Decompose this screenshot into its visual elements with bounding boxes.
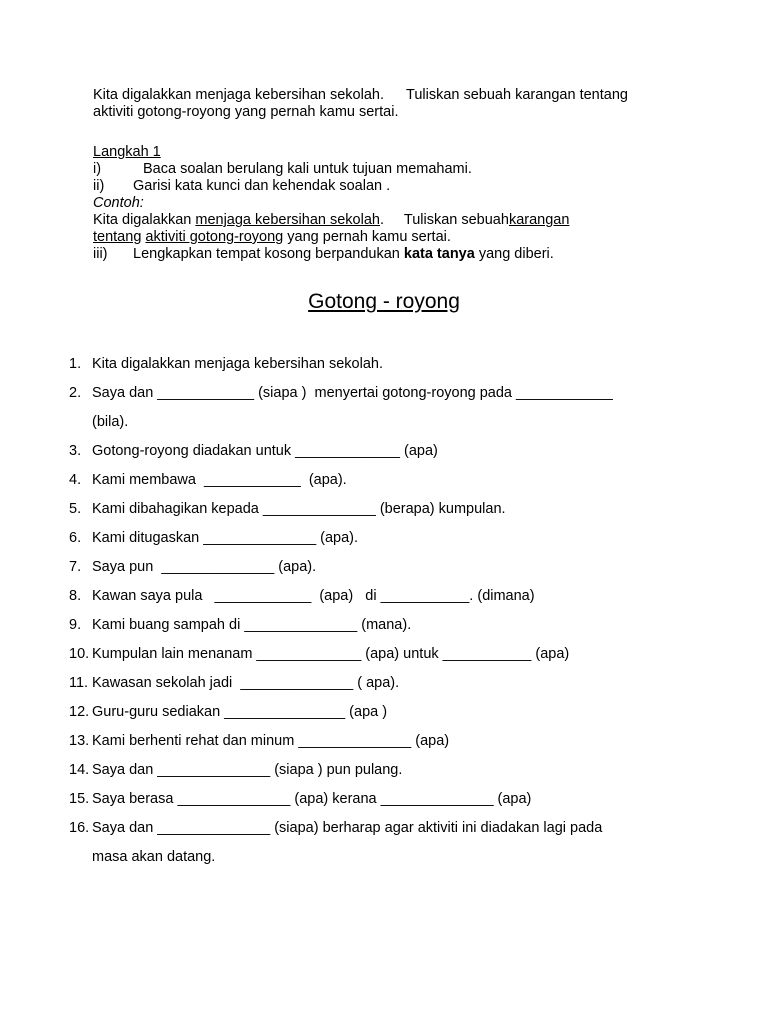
question-item: [69, 760, 709, 789]
question-text: Kawan saya pula ____________ (apa) di ___________. (dimana): [92, 588, 535, 604]
question-text: Gotong-royong diadakan untuk _____________ (apa): [92, 443, 438, 459]
question-text: Kami buang sampah di ______________ (mana).: [92, 617, 412, 633]
question-item: [69, 499, 709, 528]
question-item: [69, 673, 709, 702]
question-number: 16.: [69, 820, 90, 836]
question-number: 2.: [69, 385, 82, 401]
question-text: Saya dan ______________ (siapa ) pun pulang.: [92, 762, 403, 778]
question-text: Kawasan sekolah jadi ______________ ( apa).: [92, 675, 400, 691]
question-number: 8.: [69, 588, 82, 604]
question-item: [69, 789, 709, 818]
question-text: Saya berasa ______________ (apa) kerana ______________ (apa): [92, 791, 532, 807]
question-number: 15.: [69, 791, 90, 807]
question-number: 9.: [69, 617, 82, 633]
step-3-text-part: Lengkapkan tempat kosong berpandukan: [133, 246, 404, 262]
question-text: masa akan datang.: [92, 849, 216, 865]
question-continuation: [69, 847, 709, 876]
question-text: Saya dan ____________ (siapa ) menyertai gotong-royong pada ____________: [92, 385, 613, 401]
example-text: yang pernah kamu sertai.: [283, 229, 451, 245]
question-item: [69, 731, 709, 760]
question-item: [69, 818, 709, 847]
question-text: Kami dibahagikan kepada ______________ (berapa) kumpulan.: [92, 501, 506, 517]
step-3: [93, 246, 693, 263]
question-item: [69, 557, 709, 586]
step-1: [93, 161, 693, 178]
step-2: [93, 178, 693, 195]
example-underlined-keyword: menjaga kebersihan sekolah: [195, 212, 380, 228]
question-text: Kumpulan lain menanam _____________ (apa) untuk ___________ (apa): [92, 646, 570, 662]
example-line-2: [93, 229, 693, 246]
question-text: (bila).: [92, 414, 129, 430]
step-3-number: iii): [93, 246, 108, 262]
question-number: 7.: [69, 559, 82, 575]
example-underlined-keyword: aktiviti gotong-royong: [145, 229, 284, 245]
question-number: 5.: [69, 501, 82, 517]
intro-line-1: [93, 87, 693, 104]
intro-line-2: aktiviti gotong-royong yang pernah kamu sertai.: [93, 104, 399, 120]
step-2-text: Garisi kata kunci dan kehendak soalan .: [133, 178, 391, 194]
intro-sentence-1: Kita digalakkan menjaga kebersihan sekolah.: [93, 87, 384, 103]
example-text: . Tuliskan sebuah: [379, 212, 509, 228]
step-3-text: [133, 246, 554, 263]
question-item: [69, 528, 709, 557]
step-3-text-part: yang diberi.: [474, 246, 554, 262]
question-number: 4.: [69, 472, 82, 488]
example-underlined-keyword: tentang: [93, 229, 142, 245]
example-text: Kita digalakkan: [93, 212, 196, 228]
question-text: Saya pun ______________ (apa).: [92, 559, 317, 575]
question-number: 14.: [69, 762, 90, 778]
question-text: Guru-guru sediakan _______________ (apa ): [92, 704, 388, 720]
steps-section: [93, 144, 693, 263]
question-item: [69, 354, 709, 383]
question-number: 12.: [69, 704, 90, 720]
step-1-text: Baca soalan berulang kali untuk tujuan memahami.: [143, 161, 472, 177]
question-number: 10.: [69, 646, 90, 662]
question-text: Kami membawa ____________ (apa).: [92, 472, 347, 488]
question-item: [69, 470, 709, 499]
question-item: [69, 441, 709, 470]
question-number: 6.: [69, 530, 82, 546]
question-number: 3.: [69, 443, 82, 459]
question-item: [69, 615, 709, 644]
question-number: 13.: [69, 733, 90, 749]
step-2-number: ii): [93, 178, 105, 194]
question-continuation: [69, 412, 709, 441]
question-text: Kami berhenti rehat dan minum ______________ (apa): [92, 733, 450, 749]
question-list: [69, 354, 709, 876]
question-item: [69, 383, 709, 412]
intro-sentence-2: Tuliskan sebuah karangan tentang: [406, 87, 628, 103]
question-number: 1.: [69, 356, 82, 372]
question-item: [69, 702, 709, 731]
step-3-bold-keyword: kata tanya: [403, 246, 475, 262]
example-underlined-keyword: karangan: [508, 212, 570, 228]
question-item: [69, 586, 709, 615]
page-title: Gotong - royong: [308, 290, 460, 313]
question-text: Saya dan ______________ (siapa) berharap agar aktiviti ini diadakan lagi pada: [92, 820, 603, 836]
steps-heading: Langkah 1: [93, 144, 161, 160]
intro-question: [93, 87, 693, 121]
question-item: [69, 644, 709, 673]
question-text: Kita digalakkan menjaga kebersihan sekolah.: [92, 356, 383, 372]
step-1-number: i): [93, 161, 102, 177]
example-line-1: [93, 212, 693, 229]
example-label: Contoh:: [93, 195, 144, 211]
question-text: Kami ditugaskan ______________ (apa).: [92, 530, 359, 546]
question-number: 11.: [69, 675, 89, 691]
